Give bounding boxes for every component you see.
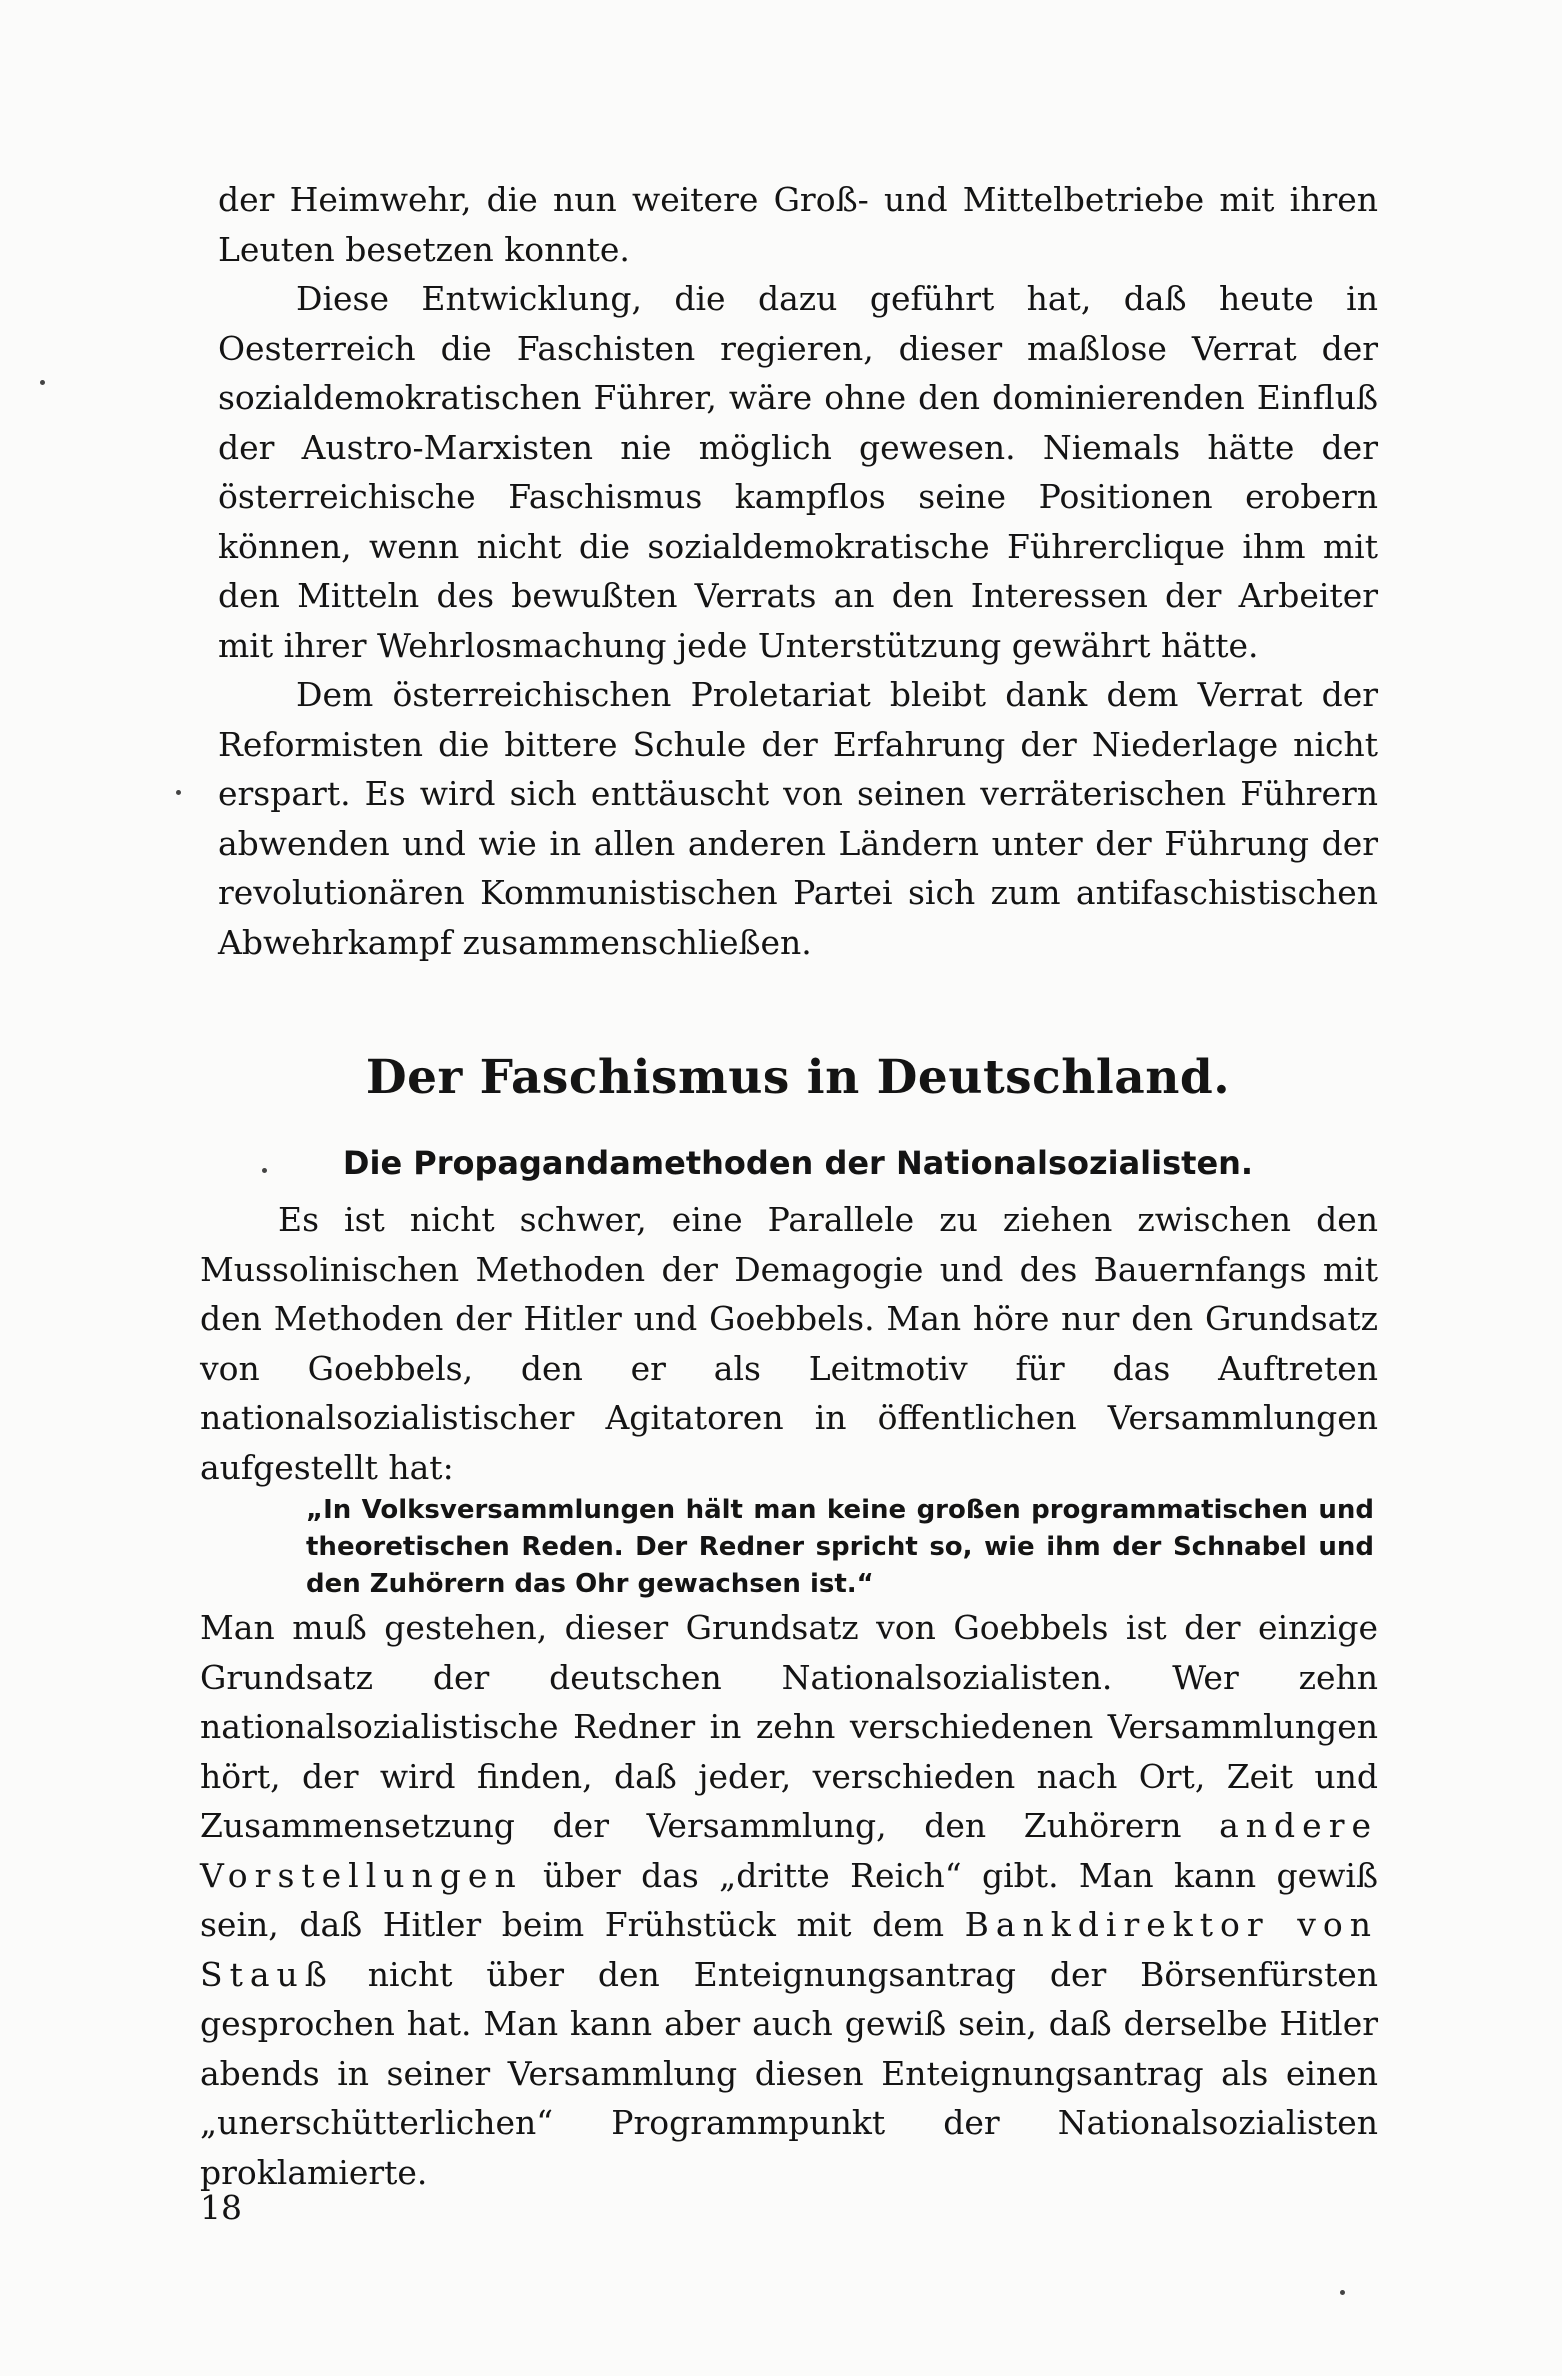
paragraph bbox=[200, 1603, 1378, 2197]
block-quote: „In Volksversammlungen hält man keine großen programmatischen und theoretischen Reden. Der Redner spricht so, wie ihm der Schnabel und den Zuhörern das Ohr gewachsen ist.“ bbox=[306, 1495, 1374, 1599]
paragraph-text: über das „dritte Reich“ gibt. Man kann gewiß sein, daß Hitler beim Frühstück mit dem bbox=[200, 1855, 1378, 1944]
paragraph: Diese Entwicklung, die dazu geführt hat, daß heute in Oesterreich die Faschisten regieren, dieser maßlose Verrat der sozialdemokratischen Führer, wäre ohne den dominierenden Einfluß der Austro-Marxisten nie möglich gewesen. Niemals hätte der österreichische Faschismus kampflos seine Positionen erobern können, wenn nicht die sozialdemokratische Führerclique ihm mit den Mitteln des bewußten Verrats an den Interessen der Arbeiter mit ihrer Wehrlosmachung jede Unterstützung gewährt hätte. bbox=[218, 279, 1378, 665]
paragraph: Es ist nicht schwer, eine Parallele zu ziehen zwischen den Mussolinischen Methoden der Demagogie und des Bauernfangs mit den Methoden der Hitler und Goebbels. Man höre nur den Grundsatz von Goebbels, den er als Leitmotiv für das Auftreten nationalsozialistischer Agitatoren in öffentlichen Versammlungen aufgestellt hat: bbox=[200, 1200, 1378, 1487]
emphasized-text: Bankdirektor von Stauß bbox=[200, 1905, 1378, 1994]
chapter-heading: Der Faschismus in Deutschland. bbox=[365, 1050, 1231, 1105]
emphasized-text: andere Vorstellungen bbox=[200, 1806, 1378, 1895]
section-germany-text bbox=[200, 1195, 1378, 2197]
scan-speck bbox=[176, 790, 181, 795]
paragraph-text: nicht über den Enteignungsantrag der Börsenfürsten gesprochen hat. Man kann aber auch gewiß sein, daß derselbe Hitler abends in seiner Versammlung diesen Enteignungsantrag als einen „unerschütterlichen“ Programmpunkt der Nationalsozialisten proklamierte. bbox=[200, 1954, 1378, 2192]
paragraph: Dem österreichischen Proletariat bleibt dank dem Verrat der Reformisten die bittere Schule der Erfahrung der Niederlage nicht erspart. Es wird sich enttäuscht von seinen verräterischen Führern abwenden und wie in allen anderen Ländern unter der Führung der revolutionären Kommunistischen Partei sich zum antifaschistischen Abwehrkampf zusammenschließen. bbox=[218, 675, 1378, 962]
chapter-subheading: Die Propagandamethoden der Nationalsozialisten. bbox=[342, 1144, 1254, 1182]
paragraph-text: Man muß gestehen, dieser Grundsatz von Goebbels ist der einzige Grundsatz der deutschen Nationalsozialisten. Wer zehn nationalsozialistische Redner in zehn verschiedenen Versammlungen hört, der wird finden, daß jeder, verschieden nach Ort, Zeit und Zusammensetzung der Versammlung, den Zuhörern bbox=[200, 1608, 1378, 1845]
page-number: 18 bbox=[200, 2188, 242, 2227]
section-austria-text bbox=[218, 175, 1378, 967]
scan-speck bbox=[1340, 2290, 1345, 2295]
scan-speck bbox=[262, 1168, 267, 1173]
scan-speck bbox=[40, 380, 45, 385]
paragraph: der Heimwehr, die nun weitere Groß- und Mittelbetriebe mit ihren Leuten besetzen konnte. bbox=[218, 180, 1378, 269]
